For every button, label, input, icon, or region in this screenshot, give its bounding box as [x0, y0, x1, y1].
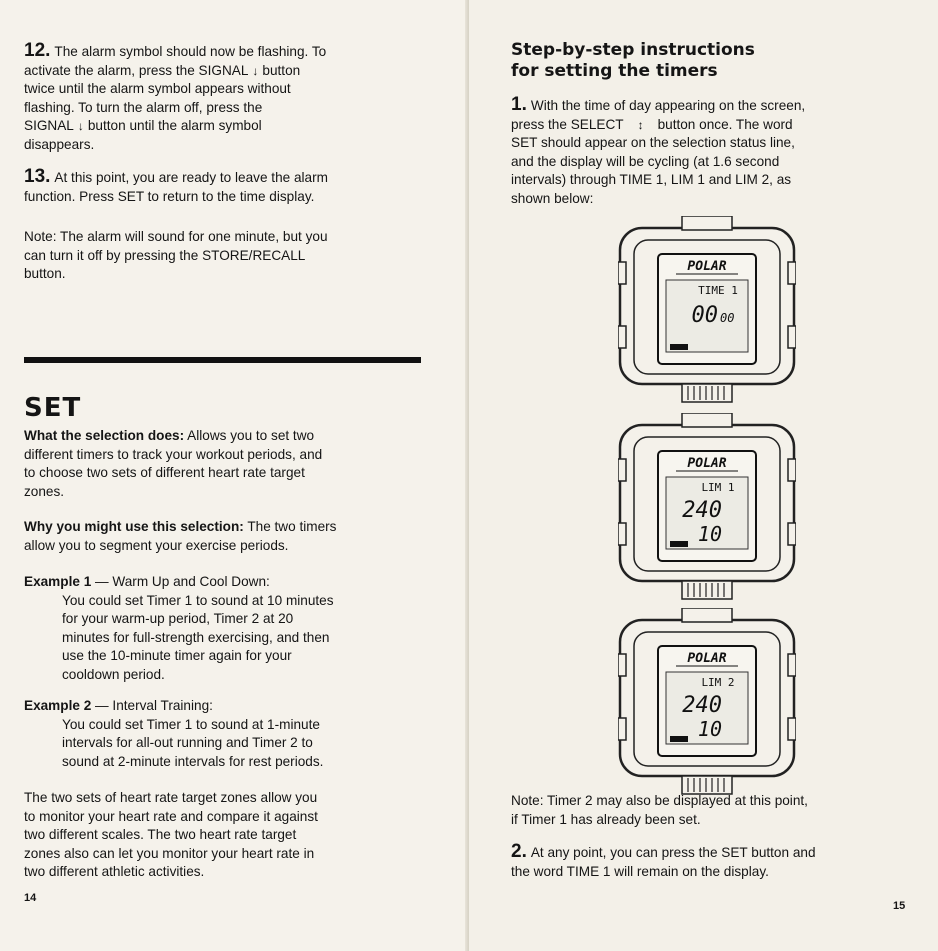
watch-3-brand: POLAR	[687, 651, 727, 666]
step-1-line-4: and the display will be cycling (at 1.6 second	[511, 153, 780, 169]
step-13	[24, 168, 444, 206]
watch-1-value: 00	[691, 303, 718, 328]
right-note-line-2: if Timer 1 has already been set.	[511, 811, 701, 827]
set-section-title: SET	[24, 393, 82, 423]
watch-display-time-1	[618, 216, 796, 406]
step-2	[511, 843, 931, 881]
why-line-1: The two timers	[247, 519, 337, 534]
closing-line-4: zones also can let you monitor your heart rate in	[24, 845, 315, 861]
signal-down-arrow-icon: ↓	[77, 119, 84, 133]
closing-line-5: two different athletic activities.	[24, 864, 205, 879]
step-13-line-2: function. Press SET to return to the time display.	[24, 188, 315, 204]
signal-down-arrow-icon: ↓	[252, 63, 259, 78]
what-line-1: Allows you to set two	[187, 428, 315, 443]
step-1-line-6: shown below:	[511, 190, 594, 206]
note-line-3: button.	[24, 266, 66, 281]
what-line-3: to choose two sets of different heart rate target	[24, 465, 305, 480]
note-line-1: Note: The alarm will sound for one minute, but you	[24, 229, 328, 244]
step-12-line-1: The alarm symbol should now be flashing. To	[54, 44, 327, 59]
example-1-line-4: use the 10-minute timer again for your	[62, 648, 292, 663]
watch-1-value-small: 00	[720, 311, 735, 325]
target-zones-paragraph	[24, 789, 444, 882]
example-1-line-3: minutes for full-strength exercising, and then	[62, 629, 330, 645]
closing-line-3: two different scales. The two heart rate target	[24, 827, 297, 842]
step-12-number: 12.	[24, 40, 51, 61]
what-line-2: different timers to track your workout periods, and	[24, 446, 323, 462]
step-12-line-5: SIGNAL	[24, 118, 74, 133]
example-2	[24, 697, 444, 771]
page-number-left: 14	[24, 892, 37, 904]
what-label: What the selection does:	[24, 428, 185, 443]
example-2-line-3: sound at 2-minute intervals for rest periods.	[62, 753, 324, 769]
step-12-line-6: disappears.	[24, 136, 95, 152]
step-12-line-2-suffix: button	[262, 62, 301, 78]
example-1-label: Example 1	[24, 574, 92, 589]
step-1-line-2-suffix: button once. The word	[657, 116, 793, 132]
step-1-line-1: With the time of day appearing on the screen,	[530, 98, 806, 113]
watch-2-brand: POLAR	[687, 456, 727, 471]
why-line-2: allow you to segment your exercise periods.	[24, 537, 289, 553]
example-2-line-1: You could set Timer 1 to sound at 1-minute	[62, 716, 320, 732]
step-12-line-4: flashing. To turn the alarm off, press the	[24, 99, 263, 115]
section-divider	[24, 357, 421, 363]
timer-2-note	[511, 792, 931, 829]
watch-2-mode: LIM 1	[701, 481, 735, 494]
why-label: Why you might use this selection:	[24, 519, 244, 534]
step-2-line-1: At any point, you can press the SET button and	[530, 845, 816, 860]
watch-2-upper-value: 240	[682, 498, 722, 523]
step-12-line-5-suffix: button until the alarm symbol	[87, 118, 262, 133]
alarm-note	[24, 228, 444, 284]
what-line-4: zones.	[24, 483, 65, 499]
example-2-label: Example 2	[24, 698, 92, 713]
closing-line-1: The two sets of heart rate target zones allow you	[24, 790, 318, 805]
page-number-right: 15	[893, 900, 906, 912]
closing-line-2: to monitor your heart rate and compare it against	[24, 808, 318, 824]
step-12-line-3: twice until the alarm symbol appears without	[24, 81, 291, 96]
watch-3-lower-value: 10	[697, 717, 722, 741]
watch-display-lim-1	[618, 413, 796, 603]
step-1-line-3: SET should appear on the selection status line,	[511, 135, 795, 150]
note-line-2: can turn it off by pressing the STORE/RECALL	[24, 247, 306, 263]
what-selection-does	[24, 427, 444, 501]
right-page	[469, 0, 938, 951]
example-1-line-2: for your warm-up period, Timer 2 at 20	[62, 611, 294, 626]
watch-display-lim-2	[618, 608, 796, 798]
step-1-number: 1.	[511, 94, 527, 115]
step-12	[24, 42, 444, 154]
right-note-line-1: Note: Timer 2 may also be displayed at this point,	[511, 793, 808, 808]
steps-heading	[511, 40, 755, 82]
watch-2-lower-value: 10	[697, 522, 722, 546]
example-1	[24, 573, 444, 684]
step-1	[511, 96, 931, 208]
watch-1-brand: POLAR	[687, 259, 727, 274]
step-2-number: 2.	[511, 841, 527, 862]
watch-3-upper-value: 240	[682, 693, 722, 718]
step-12-line-2: activate the alarm, press the SIGNAL	[24, 62, 249, 78]
step-13-number: 13.	[24, 166, 51, 187]
watch-1-mode: TIME 1	[698, 284, 738, 297]
step-2-line-2: the word TIME 1 will remain on the display.	[511, 863, 769, 879]
example-1-line-5: cooldown period.	[62, 666, 165, 682]
example-2-title: — Interval Training:	[95, 698, 213, 713]
watch-3-mode: LIM 2	[701, 676, 735, 689]
steps-heading-line-1: Step-by-step instructions	[511, 40, 755, 60]
step-1-line-5: intervals) through TIME 1, LIM 1 and LIM 2, as	[511, 172, 792, 187]
step-13-line-1: At this point, you are ready to leave the alarm	[54, 170, 328, 185]
example-1-line-1: You could set Timer 1 to sound at 10 minutes	[62, 592, 334, 608]
why-use-selection	[24, 518, 444, 555]
step-1-line-2: press the SELECT	[511, 116, 624, 132]
example-2-line-2: intervals for all-out running and Timer 2 to	[62, 735, 313, 750]
select-up-down-arrow-icon: ↕	[637, 117, 644, 132]
example-1-title: — Warm Up and Cool Down:	[95, 574, 270, 589]
steps-heading-line-2: for setting the timers	[511, 61, 718, 81]
